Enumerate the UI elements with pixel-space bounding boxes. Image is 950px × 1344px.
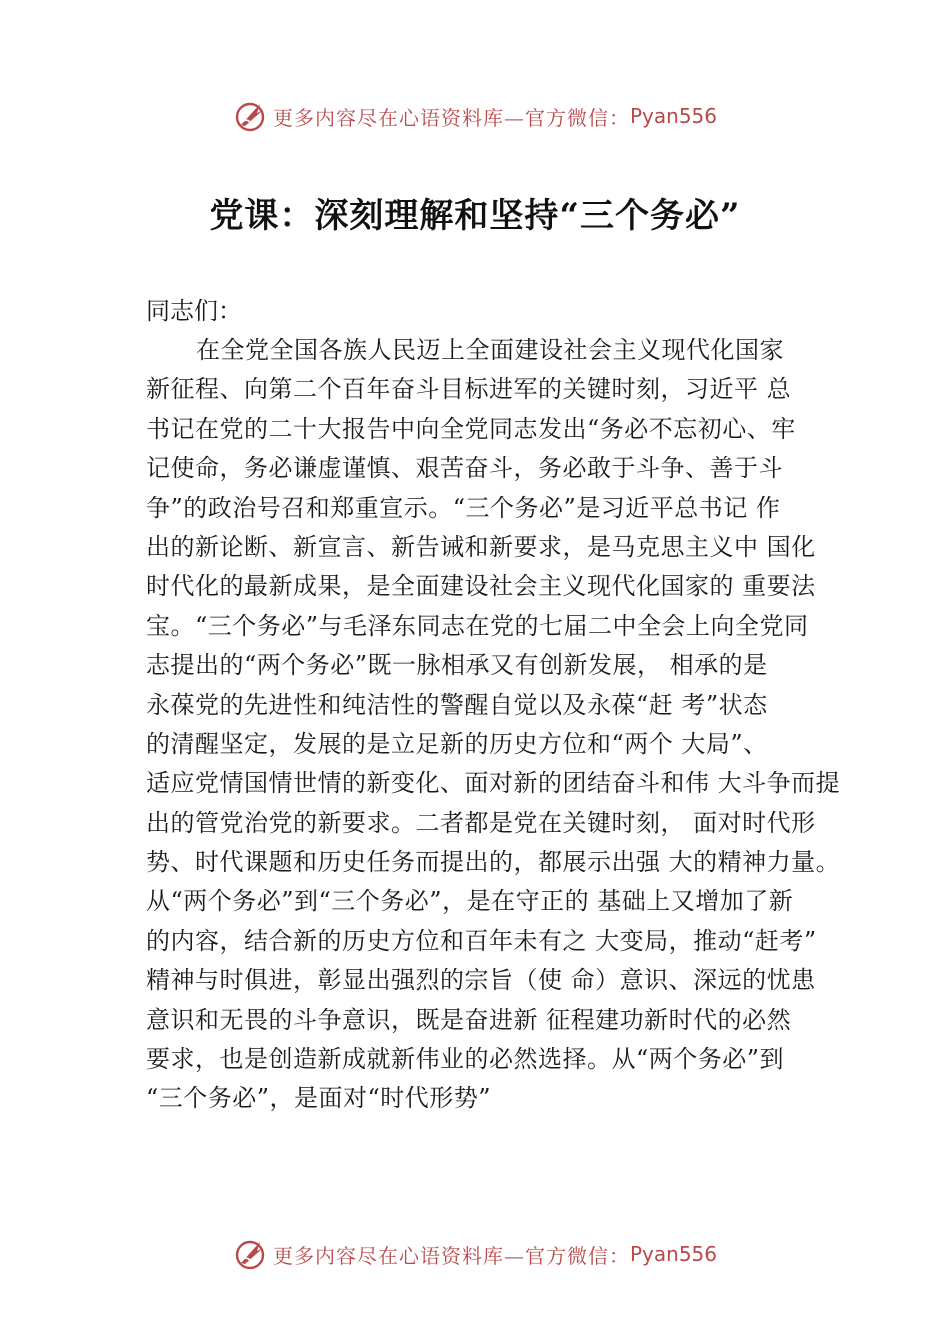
- body-line: 精神与时俱进，彰显出强烈的宗旨（使 命）意识、深远的忧患: [146, 966, 816, 995]
- quill-logo-icon: [233, 99, 267, 133]
- body-line: 出的管党治党的新要求。二者都是党在关键时刻， 面对时代形: [146, 808, 816, 837]
- footer-watermark-banner: [0, 1234, 950, 1274]
- body-line: 宝。“三个务必”与毛泽东同志在党的七届二中全会上向全党同: [146, 611, 809, 640]
- header-watermark-banner: [0, 96, 950, 136]
- banner-wechat-label: 官方微信：: [524, 1243, 630, 1268]
- banner-wechat-id: Pyan556: [629, 104, 717, 128]
- body-line: 要求，也是创造新成就新伟业的必然选择。从“两个务必”到: [146, 1045, 785, 1074]
- body-line: 的清醒坚定，发展的是立足新的历史方位和“两个 大局”、: [146, 729, 768, 758]
- body-line: 书记在党的二十大报告中向全党同志发出“务必不忘初心、牢: [146, 414, 796, 443]
- body-line: 志提出的“两个务必”既一脉相承又有创新发展， 相承的是: [146, 651, 768, 680]
- body-line: 时代化的最新成果，是全面建设社会主义现代化国家的 重要法: [146, 572, 816, 601]
- body-paragraph: [146, 331, 846, 1119]
- body-line: 在全党全国各族人民迈上全面建设社会主义现代化国家: [196, 336, 784, 364]
- body-line: 势、时代课题和历史任务而提出的，都展示出强 大的精神力量。: [146, 848, 841, 877]
- body-line: 争”的政治号召和郑重宣示。“三个务必”是习近平总书记 作: [146, 493, 781, 522]
- body-line: 意识和无畏的斗争意识，既是奋进新 征程建功新时代的必然: [146, 1005, 792, 1034]
- salutation: 同志们：: [146, 297, 242, 325]
- body-line: 出的新论断、新宣言、新告诫和新要求，是马克思主义中 国化: [146, 532, 816, 561]
- body-line: 新征程、向第二个百年奋斗目标进军的关键时刻，习近平 总: [146, 375, 792, 404]
- body-line: “三个务必”，是面对“时代形势”: [146, 1084, 492, 1113]
- banner-separator: —: [503, 105, 525, 130]
- quill-logo-icon: [233, 1237, 267, 1271]
- banner-wechat-label: 官方微信：: [524, 105, 630, 130]
- body-line: 记使命，务必谦虚谨慎、艰苦奋斗，务必敢于斗争、善于斗: [146, 454, 783, 483]
- body-line: 从“两个务必”到“三个务必”，是在守正的 基础上又增加了新: [146, 887, 794, 916]
- document-title: 党课：深刻理解和坚持“三个务必”: [209, 196, 741, 236]
- body-line: 适应党情国情世情的新变化、面对新的团结奋斗和伟 大斗争而提: [146, 769, 841, 798]
- body-line: 永葆党的先进性和纯洁性的警醒自觉以及永葆“赶 考”状态: [146, 690, 768, 719]
- banner-wechat-id: Pyan556: [629, 1242, 717, 1266]
- banner-slogan: 更多内容尽在心语资料库: [272, 105, 504, 130]
- banner-separator: —: [503, 1243, 525, 1268]
- body-line: 的内容，结合新的历史方位和百年未有之 大变局，推动“赶考”: [146, 926, 817, 955]
- banner-slogan: 更多内容尽在心语资料库: [272, 1243, 504, 1268]
